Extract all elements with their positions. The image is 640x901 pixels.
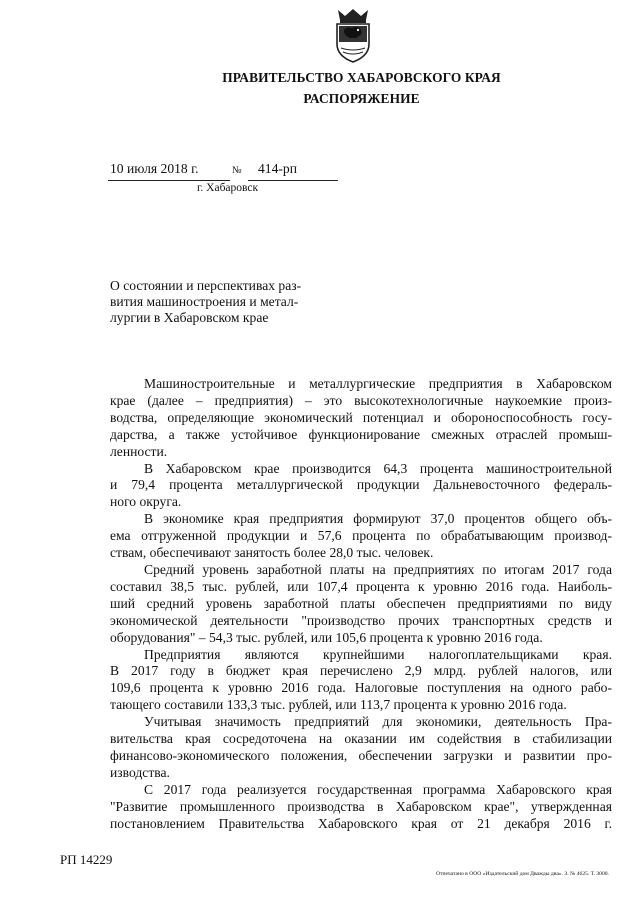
subject-line: лургии в Хабаровском крае: [110, 310, 269, 325]
body-line: Средний уровень заработной платы на предприятиях по итогам 2017 года: [144, 561, 612, 577]
organization-name: ПРАВИТЕЛЬСТВО ХАБАРОВСКОГО КРАЯ: [222, 70, 501, 85]
body-line: тающего составили 133,3 тыс. рублей, или 113,7 процента к уровню 2016 года.: [110, 697, 567, 713]
document-subject: [110, 278, 300, 326]
body-line: составил 38,5 тыс. рублей, или 107,4 процента к уровню 2016 года. Наиболь-: [110, 578, 612, 594]
body-line: оборудования" – 54,3 тыс. рублей, или 105,6 процента к уровню 2016 года.: [110, 629, 543, 645]
body-line: 109,6 процента к уровню 2016 года. Налоговые поступления на одного рабо-: [110, 680, 612, 696]
body-line: вительства края сосредоточена на оказании им содействия в стабилизации: [110, 731, 612, 747]
body-line: крае (далее – предприятия) – это высокотехнологичные наукоемкие произ-: [110, 392, 612, 408]
body-paragraph: [110, 782, 612, 833]
number-sign: №: [232, 165, 242, 176]
date-underline: [108, 180, 230, 181]
document-number: 414-рп: [258, 161, 297, 176]
body-paragraph: [110, 562, 612, 647]
body-line: постановлением Правительства Хабаровского края от 21 декабря 2016 г.: [110, 815, 612, 831]
body-line: В 2017 году в бюджет края перечислено 2,9 млрд. рублей налогов, или: [110, 663, 612, 679]
document-body: [110, 376, 612, 832]
body-line: ема отгруженной продукции и 57,6 процента по обрабатывающим производ-: [110, 528, 612, 544]
body-line: и 79,4 процента металлургической продукции Дальневосточного федераль-: [110, 477, 612, 493]
body-line: ленности.: [110, 443, 168, 459]
body-paragraph: [110, 461, 612, 512]
document-code: РП 14229: [60, 852, 113, 867]
body-line: финансово-экономического положения, обеспечении загрузки и развитии про-: [110, 747, 612, 763]
body-paragraph: [110, 511, 612, 562]
body-paragraph: [110, 376, 612, 461]
document-type: РАСПОРЯЖЕНИЕ: [303, 91, 420, 106]
body-line: изводства.: [110, 764, 170, 780]
body-line: В Хабаровском крае производится 64,3 процента машиностроительной: [144, 460, 612, 476]
body-line: Машиностроительные и металлургические предприятия в Хабаровском: [144, 376, 612, 391]
printer-note: Отпечатано в ООО «Издательский дом Дважды два». З. № 4625. Т. 3000.: [436, 871, 609, 877]
body-paragraph: [110, 647, 612, 715]
number-underline: [248, 180, 338, 181]
body-line: ствам, обеспечивают занятость более 28,0 тыс. человек.: [110, 545, 434, 561]
subject-line: вития машиностроения и метал-: [110, 294, 299, 309]
body-line: водства, определяющие экономический потенциал и обороноспособность госу-: [110, 409, 612, 425]
body-line: ший средний уровень заработной платы обеспечен предприятиями по виду: [110, 595, 612, 611]
document-city: г. Хабаровск: [197, 182, 259, 194]
body-line: С 2017 года реализуется государственная программа Хабаровского края: [144, 781, 612, 797]
body-line: В экономике края предприятия формируют 37,0 процентов общего объ-: [144, 511, 612, 527]
body-line: "Развитие промышленного производства в Хабаровском крае", утвержденная: [110, 798, 612, 814]
body-line: Учитывая значимость предприятий для экономики, деятельность Пра-: [144, 714, 612, 730]
body-line: экономической деятельности "производство прочих транспортных средств и: [110, 612, 612, 628]
body-line: Предприятия являются крупнейшими налогоплательщиками края.: [144, 646, 612, 662]
document-date: 10 июля 2018 г.: [110, 161, 199, 176]
khabarovsk-coat-of-arms-icon: [330, 6, 376, 64]
body-line: ного округа.: [110, 494, 182, 510]
body-paragraph: [110, 714, 612, 782]
body-line: дарства, а также устойчивое функционирование смежных отраслей промыш-: [110, 426, 612, 442]
subject-line: О состоянии и перспективах раз-: [110, 278, 302, 293]
